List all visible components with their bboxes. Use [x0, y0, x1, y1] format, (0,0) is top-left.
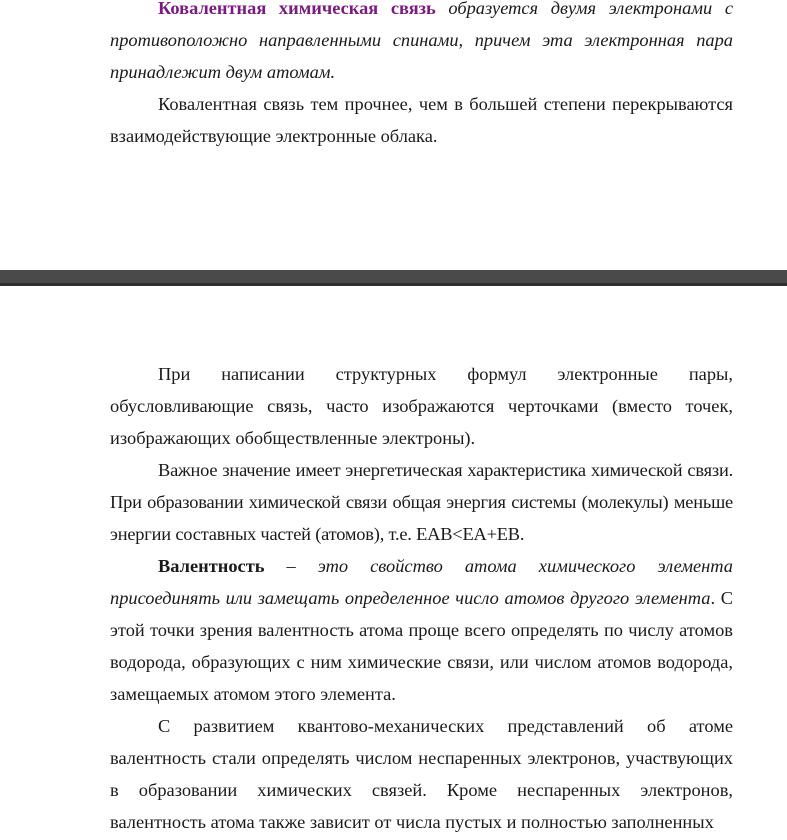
covalent-definition-text: образуется двумя электронами с противоположно направленными спинами, причем эта электронная пара принадлежит двум атомам.: [110, 0, 733, 82]
page-bottom-text: [110, 358, 733, 838]
paragraph-covalent-definition: [110, 0, 733, 88]
page-bottom: [0, 286, 787, 840]
paragraph-bond-energy: Важное значение имеет энергетическая характеристика химической связи. При образовании химической связи общая энергия системы (молекулы) меньше энергии составных частей (атомов), т.е. EAB<EA+EB.: [110, 460, 733, 544]
paragraph-covalent-strength: Ковалентная связь тем прочнее, чем в большей степени перекрываются взаимодействующие электронные облака.: [110, 94, 733, 146]
valence-dash: –: [264, 556, 318, 576]
page-top: [0, 0, 787, 270]
page-separator: [0, 270, 787, 286]
paragraph-structural-formulas: При написании структурных формул электронные пары, обусловливающие связь, часто изображаются черточками (вместо точек, изображающих обобществленные электроны).: [110, 364, 733, 448]
paragraph-quantum-valence: С развитием квантово-механических представлений об атоме валентность стали определять числом неспаренных электронов, участвующих в образовании химических связей. Кроме неспаренных электронов, валентность атома также зависит от числа пустых и полностью заполненных: [110, 716, 733, 832]
paragraph-valence-definition: [110, 550, 733, 710]
page-top-text: [110, 0, 733, 152]
term-covalent-bond: Ковалентная химическая связь: [158, 0, 436, 18]
term-valence: Валентность: [158, 556, 265, 576]
valence-explanation-text: . С этой точки зрения валентность атома проще всего определять по числу атомов водорода, образующих с ним химические связи, или числом атомов водорода, замещаемых атомом этого элемента.: [110, 588, 733, 704]
valence-definition-text: это свойство атома химического элемента присоединять или замещать определенное число атомов другого элемента: [110, 556, 733, 608]
